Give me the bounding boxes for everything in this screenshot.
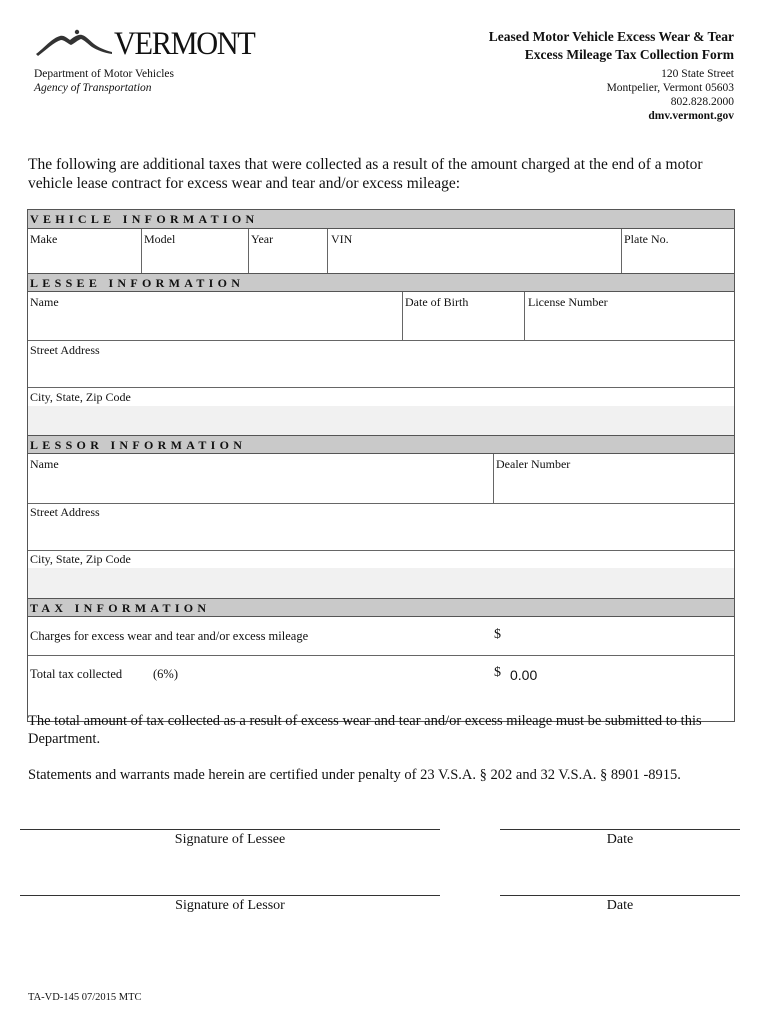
website-link[interactable]: dmv.vermont.gov	[648, 110, 734, 122]
lessor-city-input[interactable]	[28, 568, 734, 598]
title-line-2: Excess Mileage Tax Collection Form	[524, 47, 734, 62]
lessee-dob-label: Date of Birth	[405, 295, 469, 309]
logo-wordmark: VERMONT	[114, 26, 255, 62]
agency-name: Agency of Transportation	[34, 82, 152, 94]
form-code: TA-VD-145 07/2015 MTC	[28, 992, 142, 1003]
lessee-date-line[interactable]	[500, 829, 740, 830]
model-input[interactable]	[142, 247, 247, 273]
lessee-city-input[interactable]	[28, 406, 734, 435]
tax-section-heading: TAX INFORMATION	[28, 598, 734, 617]
plate-input[interactable]	[622, 247, 734, 273]
make-input[interactable]	[28, 247, 140, 273]
address-block	[607, 67, 734, 123]
lessee-section-heading: LESSEE INFORMATION	[28, 273, 734, 292]
lessor-signature-label: Signature of Lessor	[175, 898, 285, 913]
department-block	[34, 67, 174, 95]
submission-statement: The total amount of tax collected as a result of excess wear and tear and/or excess mileage must be submitted to this Department.	[28, 713, 702, 747]
lessee-date-label: Date	[606, 832, 634, 847]
dealer-number-label: Dealer Number	[496, 457, 571, 471]
lessee-street-input[interactable]	[28, 360, 734, 387]
year-input[interactable]	[249, 247, 326, 273]
lessor-city-label: City, State, Zip Code	[30, 552, 131, 566]
department-name: Department of Motor Vehicles	[34, 68, 174, 80]
lessee-dob-input[interactable]	[403, 312, 523, 339]
plate-label: Plate No.	[624, 232, 669, 246]
divider	[28, 655, 734, 656]
lessor-name-input[interactable]	[28, 474, 492, 502]
title-line-1: Leased Motor Vehicle Excess Wear & Tear	[488, 29, 734, 44]
lessee-signature-line[interactable]	[20, 829, 440, 830]
form-title	[489, 28, 734, 64]
lessor-section-heading: LESSOR INFORMATION	[28, 435, 734, 454]
lessee-signature-label: Signature of Lessee	[174, 832, 286, 847]
lessee-license-label: License Number	[528, 295, 608, 309]
vehicle-section-heading: VEHICLE INFORMATION	[28, 210, 734, 229]
lessee-street-label: Street Address	[30, 343, 100, 357]
lessor-street-input[interactable]	[28, 522, 734, 549]
lessor-name-label: Name	[30, 457, 59, 471]
phone-number: 802.828.2000	[670, 96, 734, 108]
charges-label: Charges for excess wear and tear and/or excess mileage	[30, 629, 309, 643]
divider	[28, 550, 734, 551]
divider	[28, 503, 734, 504]
vin-input[interactable]	[328, 247, 620, 273]
tax-form	[27, 209, 735, 722]
vermont-logo	[34, 22, 255, 62]
lessee-city-label: City, State, Zip Code	[30, 390, 131, 404]
lessor-date-line[interactable]	[500, 895, 740, 896]
divider	[28, 387, 734, 388]
penalty-statement: Statements and warrants made herein are certified under penalty of 23 V.S.A. § 202 and 32 V.S.A. § 8901 -8915.	[28, 767, 681, 783]
tax-rate: (6%)	[153, 667, 178, 681]
charges-currency: $	[494, 627, 501, 642]
vin-label: VIN	[331, 232, 353, 246]
make-label: Make	[30, 232, 58, 246]
address-line-2: Montpelier, Vermont 05603	[606, 82, 734, 94]
lessee-name-label: Name	[30, 295, 59, 309]
lessor-signature-line[interactable]	[20, 895, 440, 896]
lessor-street-label: Street Address	[30, 505, 100, 519]
lessor-date-label: Date	[606, 898, 634, 913]
year-label: Year	[251, 232, 274, 246]
lessee-name-input[interactable]	[28, 312, 401, 339]
intro-paragraph: The following are additional taxes that were collected as a result of the amount charged at the end of a motor vehicle lease contract for excess wear and tear and/or excess mileage:	[28, 156, 703, 192]
address-line-1: 120 State Street	[661, 68, 734, 80]
dealer-number-input[interactable]	[494, 474, 734, 502]
lessee-license-input[interactable]	[525, 312, 734, 339]
total-tax-label: Total tax collected	[30, 667, 123, 681]
mountain-logo-icon	[34, 28, 114, 58]
model-label: Model	[144, 232, 176, 246]
total-tax-input[interactable]: 0.00	[510, 667, 538, 683]
divider	[28, 340, 734, 341]
total-currency: $	[494, 665, 501, 680]
charges-input[interactable]	[510, 622, 730, 650]
